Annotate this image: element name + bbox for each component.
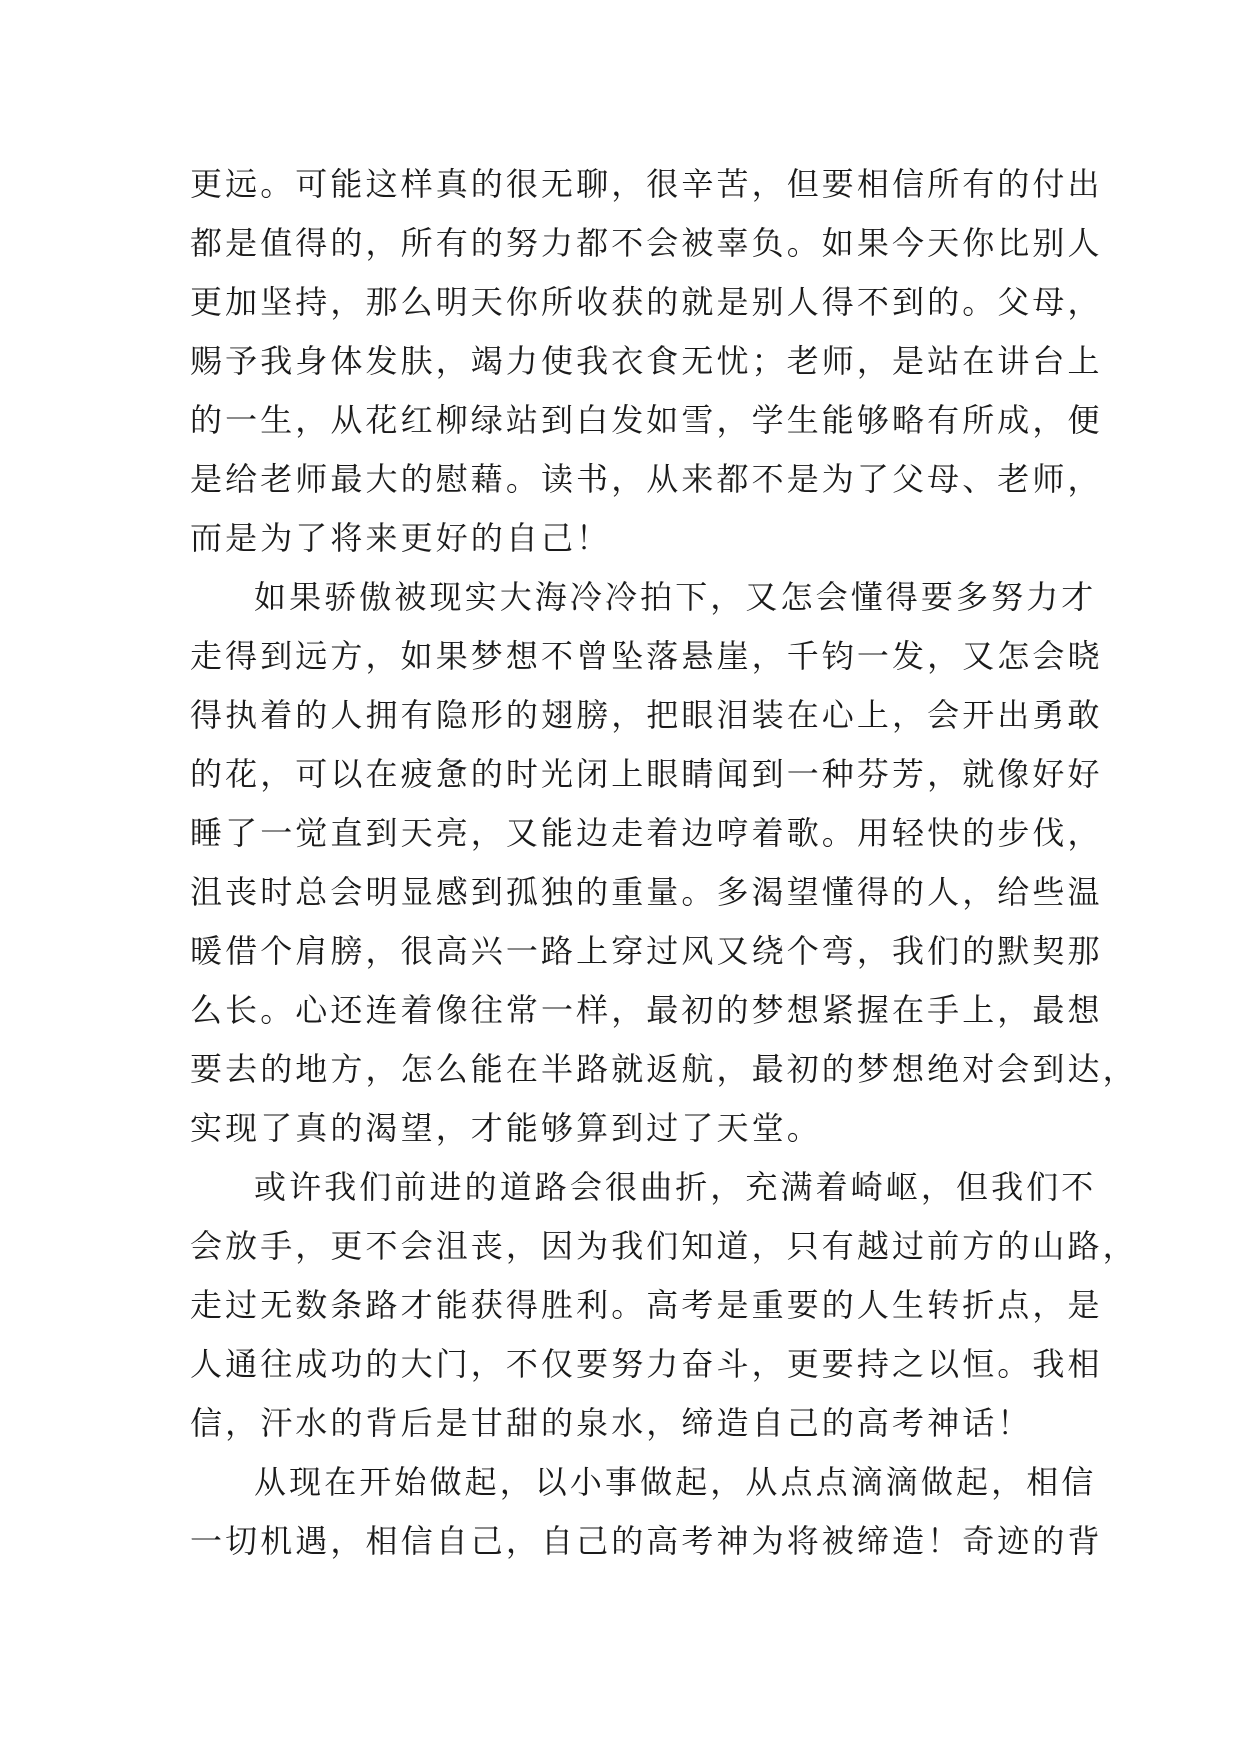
text-line: 是给老师最大的慰藉。读书，从来都不是为了父母、老师， <box>190 460 1103 498</box>
text-line: 而是为了将来更好的自己！ <box>190 519 612 557</box>
text-line: 人通往成功的大门，不仅要努力奋斗，更要持之以恒。我相 <box>190 1345 1103 1383</box>
document-body <box>190 155 1138 1571</box>
text-line: 更加坚持，那么明天你所收获的就是别人得不到的。父母， <box>190 283 1103 321</box>
text-line: 会放手，更不会沮丧，因为我们知道，只有越过前方的山路， <box>190 1227 1138 1265</box>
text-line: 沮丧时总会明显感到孤独的重量。多渴望懂得的人，给些温 <box>190 873 1103 911</box>
text-line: 得执着的人拥有隐形的翅膀，把眼泪装在心上，会开出勇敢 <box>190 696 1103 734</box>
text-line: 的花，可以在疲惫的时光闭上眼睛闻到一种芬芳，就像好好 <box>190 755 1103 793</box>
text-line: 更远。可能这样真的很无聊，很辛苦，但要相信所有的付出 <box>190 165 1103 203</box>
text-line: 暖借个肩膀，很高兴一路上穿过风又绕个弯，我们的默契那 <box>190 932 1103 970</box>
text-line: 走过无数条路才能获得胜利。高考是重要的人生转折点，是 <box>190 1286 1103 1324</box>
text-line: 走得到远方，如果梦想不曾坠落悬崖，千钧一发，又怎会晓 <box>190 637 1103 675</box>
text-line: 一切机遇，相信自己，自己的高考神为将被缔造！奇迹的背 <box>190 1522 1103 1560</box>
text-line: 赐予我身体发肤，竭力使我衣食无忧；老师，是站在讲台上 <box>190 342 1103 380</box>
text-line: 要去的地方，怎么能在半路就返航，最初的梦想绝对会到达， <box>190 1050 1138 1088</box>
paragraph-first-line: 如果骄傲被现实大海冷冷拍下，又怎会懂得要多努力才 <box>254 578 1097 616</box>
text-line: 信，汗水的背后是甘甜的泉水，缔造自己的高考神话！ <box>190 1404 1033 1442</box>
text-line: 么长。心还连着像往常一样，最初的梦想紧握在手上，最想 <box>190 991 1103 1029</box>
paragraph-first-line: 从现在开始做起，以小事做起，从点点滴滴做起，相信 <box>254 1463 1097 1501</box>
text-line: 实现了真的渴望，才能够算到过了天堂。 <box>190 1109 822 1147</box>
text-line: 睡了一觉直到天亮，又能边走着边哼着歌。用轻快的步伐， <box>190 814 1103 852</box>
text-line: 都是值得的，所有的努力都不会被辜负。如果今天你比别人 <box>190 224 1103 262</box>
paragraph-first-line: 或许我们前进的道路会很曲折，充满着崎岖，但我们不 <box>254 1168 1097 1206</box>
text-line: 的一生，从花红柳绿站到白发如雪，学生能够略有所成，便 <box>190 401 1103 439</box>
